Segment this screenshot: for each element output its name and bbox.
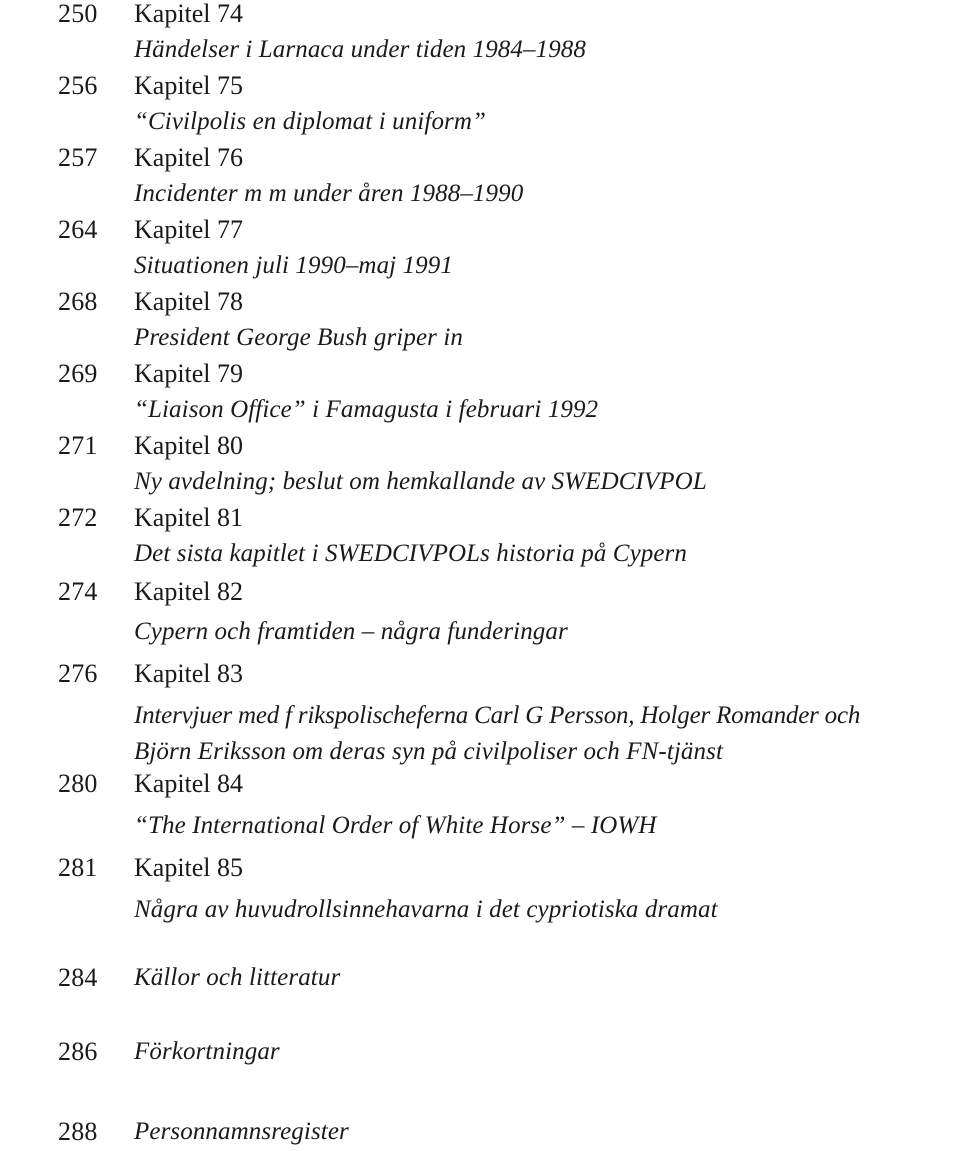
toc-chapter-title: Kapitel 83 [134,659,244,688]
toc-page-number: 271 [58,431,98,460]
toc-chapter-subtitle: President George Bush griper in [134,324,463,351]
toc-page-number: 268 [58,287,98,316]
toc-chapter-subtitle: Några av huvudrollsinnehavarna i det cypriotiska dramat [134,896,718,923]
toc-page-number: 269 [58,359,98,388]
toc-page-number: 257 [58,143,98,172]
toc-chapter-subtitle: Situationen juli 1990–maj 1991 [134,252,453,279]
toc-chapter-title: Kapitel 80 [134,431,244,460]
toc-section-title: Personnamnsregister [134,1118,349,1145]
toc-page-number: 272 [58,503,98,532]
toc-section-title: Källor och litteratur [134,964,341,991]
toc-chapter-subtitle: Cypern och framtiden – några funderingar [134,618,568,645]
toc-chapter-title: Kapitel 85 [134,853,244,882]
toc-page-number: 286 [58,1037,98,1066]
toc-chapter-title: Kapitel 77 [134,215,244,244]
toc-chapter-title: Kapitel 79 [134,359,244,388]
toc-page-number: 274 [58,577,98,606]
toc-chapter-subtitle: Incidenter m m under åren 1988–1990 [134,180,524,207]
toc-chapter-subtitle-line-2: Björn Eriksson om deras syn på civilpoliser och FN-tjänst [134,738,723,765]
toc-chapter-title: Kapitel 82 [134,577,244,606]
toc-section-title: Förkortningar [134,1038,280,1065]
toc-chapter-title: Kapitel 76 [134,143,244,172]
toc-page-number: 264 [58,215,98,244]
toc-chapter-subtitle: Det sista kapitlet i SWEDCIVPOLs historia på Cypern [134,540,687,567]
toc-page-number: 281 [58,853,98,882]
toc-page-number: 288 [58,1117,98,1146]
toc-page-number: 276 [58,659,98,688]
toc-page-number: 250 [58,0,98,28]
toc-chapter-subtitle: “The International Order of White Horse” – IOWH [134,812,657,839]
toc-chapter-title: Kapitel 74 [134,0,244,28]
toc-page-number: 280 [58,769,98,798]
toc-chapter-title: Kapitel 75 [134,71,244,100]
toc-chapter-subtitle: “Liaison Office” i Famagusta i februari 1992 [134,396,599,423]
toc-chapter-title: Kapitel 81 [134,503,244,532]
toc-page-number: 284 [58,963,98,992]
toc-chapter-subtitle: Ny avdelning; beslut om hemkallande av SWEDCIVPOL [134,468,707,495]
toc-chapter-subtitle-line-1: Intervjuer med f rikspolischeferna Carl G Persson, Holger Romander och [134,702,861,729]
toc-page-number: 256 [58,71,98,100]
toc-chapter-subtitle: “Civilpolis en diplomat i uniform” [134,108,487,135]
toc-chapter-title: Kapitel 84 [134,769,244,798]
toc-chapter-subtitle: Händelser i Larnaca under tiden 1984–1988 [134,36,586,63]
toc-chapter-title: Kapitel 78 [134,287,244,316]
